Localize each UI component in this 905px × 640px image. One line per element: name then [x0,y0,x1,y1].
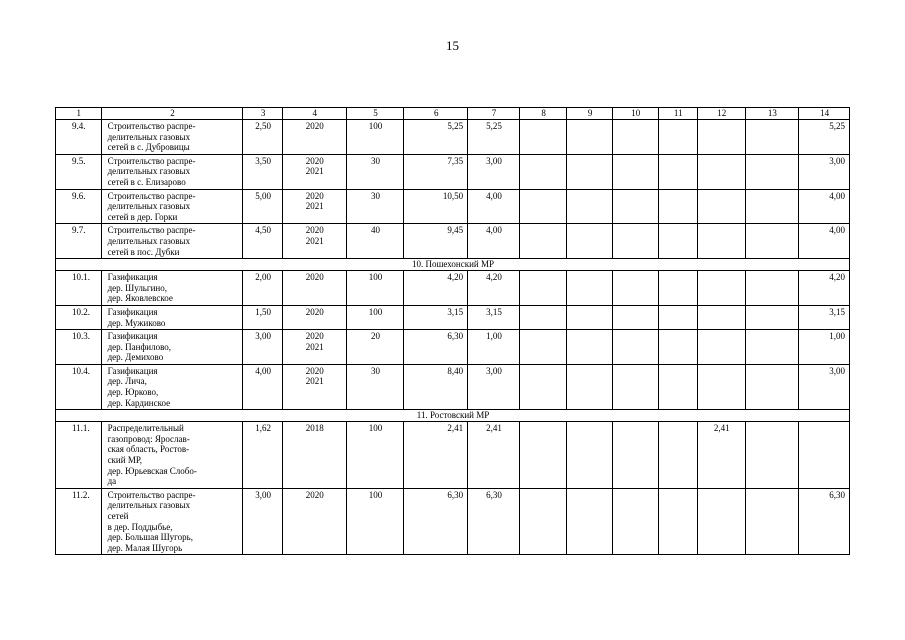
empty-cell-8 [519,154,567,189]
row-description-line: в дер. Поддыбье, [107,521,173,532]
row-description [101,189,243,224]
empty-cell-13 [745,422,799,489]
col12-cell [697,154,745,189]
years-cell [282,189,346,224]
empty-cell-13 [745,154,799,189]
row-description-line: сетей в с. Елизарово [107,176,186,187]
row-description-line: Газификация [107,306,158,317]
row-number: 10.4. [56,364,102,409]
column-header-2: 2 [101,108,243,120]
empty-cell-10 [612,189,658,224]
col12-cell [697,305,745,329]
row-description-line: дер. Панфилово, [107,341,172,352]
col12-cell [697,120,745,155]
years-cell-line: 2020 [305,225,324,236]
row-number: 9.5. [56,154,102,189]
row-description-line: Строительство распре- [107,155,196,166]
column-header-3: 3 [243,108,282,120]
capacity-cell: 3,50 [243,154,282,189]
percent-cell: 100 [346,422,404,489]
col14-cell: 6,30 [799,488,850,555]
row-description-line: делительных газовых [107,500,191,511]
years-cell [282,488,346,555]
empty-cell-9 [567,271,613,306]
years-cell-line: 2020 [305,489,324,500]
empty-cell-11 [658,488,697,555]
empty-cell-10 [612,305,658,329]
years-cell [282,330,346,365]
total-cost-cell: 5,25 [404,120,468,155]
capacity-cell: 4,50 [243,224,282,259]
col14-cell: 4,00 [799,224,850,259]
total-cost-cell: 3,15 [404,305,468,329]
years-cell-line: 2021 [305,201,324,212]
row-description-line: делительных газовых [107,235,191,246]
years-cell-line: 2021 [305,235,324,246]
amount-cell: 1,00 [468,330,520,365]
capacity-cell: 3,00 [243,488,282,555]
row-description [101,120,243,155]
capacity-cell: 2,00 [243,271,282,306]
row-description-line: Строительство распре- [107,121,196,131]
row-description-line: дер. Юрьевская Слобо- [107,465,197,476]
row-number: 10.3. [56,330,102,365]
col14-cell: 5,25 [799,120,850,155]
amount-cell: 4,00 [468,189,520,224]
col14-cell: 4,20 [799,271,850,306]
empty-cell-13 [745,364,799,409]
empty-cell-8 [519,189,567,224]
percent-cell: 100 [346,488,404,555]
col14-cell: 3,00 [799,364,850,409]
capacity-cell: 2,50 [243,120,282,155]
col12-cell: 2,41 [697,422,745,489]
table-row [56,422,850,489]
row-description-line: Газификация [107,272,158,283]
row-description-line: дер. Демихово [107,352,164,363]
row-description-line: сетей в с. Дубровицы [107,142,190,153]
column-header-5: 5 [346,108,404,120]
row-description-line: Газификация [107,331,158,342]
years-cell-line: 2020 [305,121,324,131]
empty-cell-11 [658,154,697,189]
empty-cell-11 [658,305,697,329]
amount-cell: 4,20 [468,271,520,306]
empty-cell-9 [567,224,613,259]
column-header-12: 12 [697,108,745,120]
row-description-line: дер. Лича, [107,376,147,387]
row-description-line: сетей в пос. Дубки [107,246,180,257]
row-description-line: дер. Яковлевское [107,293,173,304]
row-description [101,154,243,189]
empty-cell-9 [567,189,613,224]
column-header-1: 1 [56,108,102,120]
years-cell-line: 2020 [305,331,324,342]
years-cell [282,120,346,155]
total-cost-cell: 2,41 [404,422,468,489]
capacity-cell: 1,50 [243,305,282,329]
row-description-line: делительных газовых [107,201,191,212]
empty-cell-8 [519,305,567,329]
total-cost-cell: 8,40 [404,364,468,409]
empty-cell-9 [567,120,613,155]
col12-cell [697,330,745,365]
row-description-line: ский МР, [107,455,142,466]
row-description-line: дер. Шульгино, [107,282,167,293]
total-cost-cell: 6,30 [404,488,468,555]
row-number: 10.1. [56,271,102,306]
amount-cell: 3,00 [468,154,520,189]
empty-cell-8 [519,364,567,409]
section-header-row [56,410,850,422]
row-number: 9.6. [56,189,102,224]
row-description-line: Строительство распре- [107,225,196,236]
empty-cell-8 [519,224,567,259]
table-row [56,364,850,409]
row-description [101,271,243,306]
table-body [56,108,850,555]
empty-cell-9 [567,422,613,489]
column-header-7: 7 [468,108,520,120]
table-row [56,224,850,259]
row-number: 9.7. [56,224,102,259]
row-description-line: ская область, Ростов- [107,444,190,455]
row-description [101,305,243,329]
table-row [56,154,850,189]
empty-cell-13 [745,189,799,224]
percent-cell: 30 [346,154,404,189]
capacity-cell: 4,00 [243,364,282,409]
section-header-row [56,259,850,271]
page-number: 15 [446,38,459,53]
years-cell [282,224,346,259]
column-header-10: 10 [612,108,658,120]
percent-cell: 40 [346,224,404,259]
empty-cell-10 [612,422,658,489]
years-cell-line: 2020 [305,155,324,166]
empty-cell-10 [612,271,658,306]
empty-cell-13 [745,224,799,259]
empty-cell-9 [567,488,613,555]
empty-cell-11 [658,224,697,259]
amount-cell: 3,15 [468,305,520,329]
empty-cell-10 [612,154,658,189]
header-row [56,108,850,120]
column-header-13: 13 [745,108,799,120]
empty-cell-13 [745,330,799,365]
total-cost-cell: 10,50 [404,189,468,224]
empty-cell-11 [658,189,697,224]
empty-cell-8 [519,271,567,306]
row-description-line: сетей в дер. Горки [107,211,178,222]
table-row [56,305,850,329]
total-cost-cell: 4,20 [404,271,468,306]
years-cell [282,364,346,409]
row-description-line: газопровод: Ярослав- [107,433,190,444]
percent-cell: 100 [346,120,404,155]
years-cell [282,422,346,489]
col14-cell: 3,00 [799,154,850,189]
amount-cell: 2,41 [468,422,520,489]
empty-cell-9 [567,364,613,409]
empty-cell-11 [658,422,697,489]
empty-cell-8 [519,422,567,489]
investment-table [55,107,850,555]
empty-cell-10 [612,120,658,155]
empty-cell-9 [567,330,613,365]
row-description-line: Распределительный [107,423,184,434]
section-title: 11. Ростовский МР [56,410,850,422]
row-description [101,330,243,365]
years-cell [282,271,346,306]
row-description [101,488,243,555]
row-number: 11.1. [56,422,102,489]
row-description-line: Строительство распре- [107,489,196,500]
row-description-line: делительных газовых [107,131,191,142]
total-cost-cell: 6,30 [404,330,468,365]
row-number: 10.2. [56,305,102,329]
amount-cell: 6,30 [468,488,520,555]
empty-cell-13 [745,305,799,329]
empty-cell-13 [745,488,799,555]
column-header-9: 9 [567,108,613,120]
total-cost-cell: 7,35 [404,154,468,189]
percent-cell: 30 [346,364,404,409]
table-row [56,330,850,365]
col12-cell [697,271,745,306]
row-description-line: дер. Юрково, [107,387,159,398]
years-cell-line: 2021 [305,341,324,352]
column-header-11: 11 [658,108,697,120]
empty-cell-10 [612,330,658,365]
column-header-14: 14 [799,108,850,120]
row-description-line: да [107,476,117,487]
row-description-line: Газификация [107,365,158,376]
col14-cell [799,422,850,489]
empty-cell-10 [612,364,658,409]
years-cell-line: 2021 [305,166,324,177]
row-description [101,422,243,489]
capacity-cell: 3,00 [243,330,282,365]
section-title: 10. Пошехонский МР [56,259,850,271]
row-description [101,224,243,259]
table-row [56,488,850,555]
table-row [56,189,850,224]
col14-cell: 4,00 [799,189,850,224]
empty-cell-8 [519,330,567,365]
empty-cell-11 [658,364,697,409]
col12-cell [697,189,745,224]
col14-cell: 3,15 [799,305,850,329]
percent-cell: 100 [346,271,404,306]
years-cell-line: 2020 [305,306,324,317]
row-number: 9.4. [56,120,102,155]
table-row [56,271,850,306]
col14-cell: 1,00 [799,330,850,365]
empty-cell-8 [519,488,567,555]
percent-cell: 30 [346,189,404,224]
amount-cell: 4,00 [468,224,520,259]
column-header-6: 6 [404,108,468,120]
empty-cell-10 [612,488,658,555]
empty-cell-10 [612,224,658,259]
amount-cell: 5,25 [468,120,520,155]
row-description-line: Строительство распре- [107,190,196,201]
row-description-line: делительных газовых [107,166,191,177]
col12-cell [697,224,745,259]
percent-cell: 20 [346,330,404,365]
row-description-line: дер. Большая Шугорь, [107,532,193,543]
row-description-line: сетей [107,511,129,521]
empty-cell-11 [658,120,697,155]
col12-cell [697,364,745,409]
row-number: 11.2. [56,488,102,555]
empty-cell-13 [745,120,799,155]
empty-cell-13 [745,271,799,306]
years-cell [282,154,346,189]
years-cell [282,305,346,329]
capacity-cell: 5,00 [243,189,282,224]
column-header-8: 8 [519,108,567,120]
empty-cell-11 [658,271,697,306]
years-cell-line: 2020 [305,190,324,201]
empty-cell-11 [658,330,697,365]
total-cost-cell: 9,45 [404,224,468,259]
capacity-cell: 1,62 [243,422,282,489]
years-cell-line: 2021 [305,376,324,387]
years-cell-line: 2020 [305,365,324,376]
empty-cell-8 [519,120,567,155]
row-description-line: дер. Малая Шугорь [107,542,183,553]
table-row [56,120,850,155]
row-description-line: дер. Мужиково [107,317,166,328]
amount-cell: 3,00 [468,364,520,409]
percent-cell: 100 [346,305,404,329]
empty-cell-9 [567,154,613,189]
column-header-4: 4 [282,108,346,120]
years-cell-line: 2018 [305,423,324,434]
row-description [101,364,243,409]
empty-cell-9 [567,305,613,329]
row-description-line: дер. Кардинское [107,397,171,408]
col12-cell [697,488,745,555]
years-cell-line: 2020 [305,272,324,283]
